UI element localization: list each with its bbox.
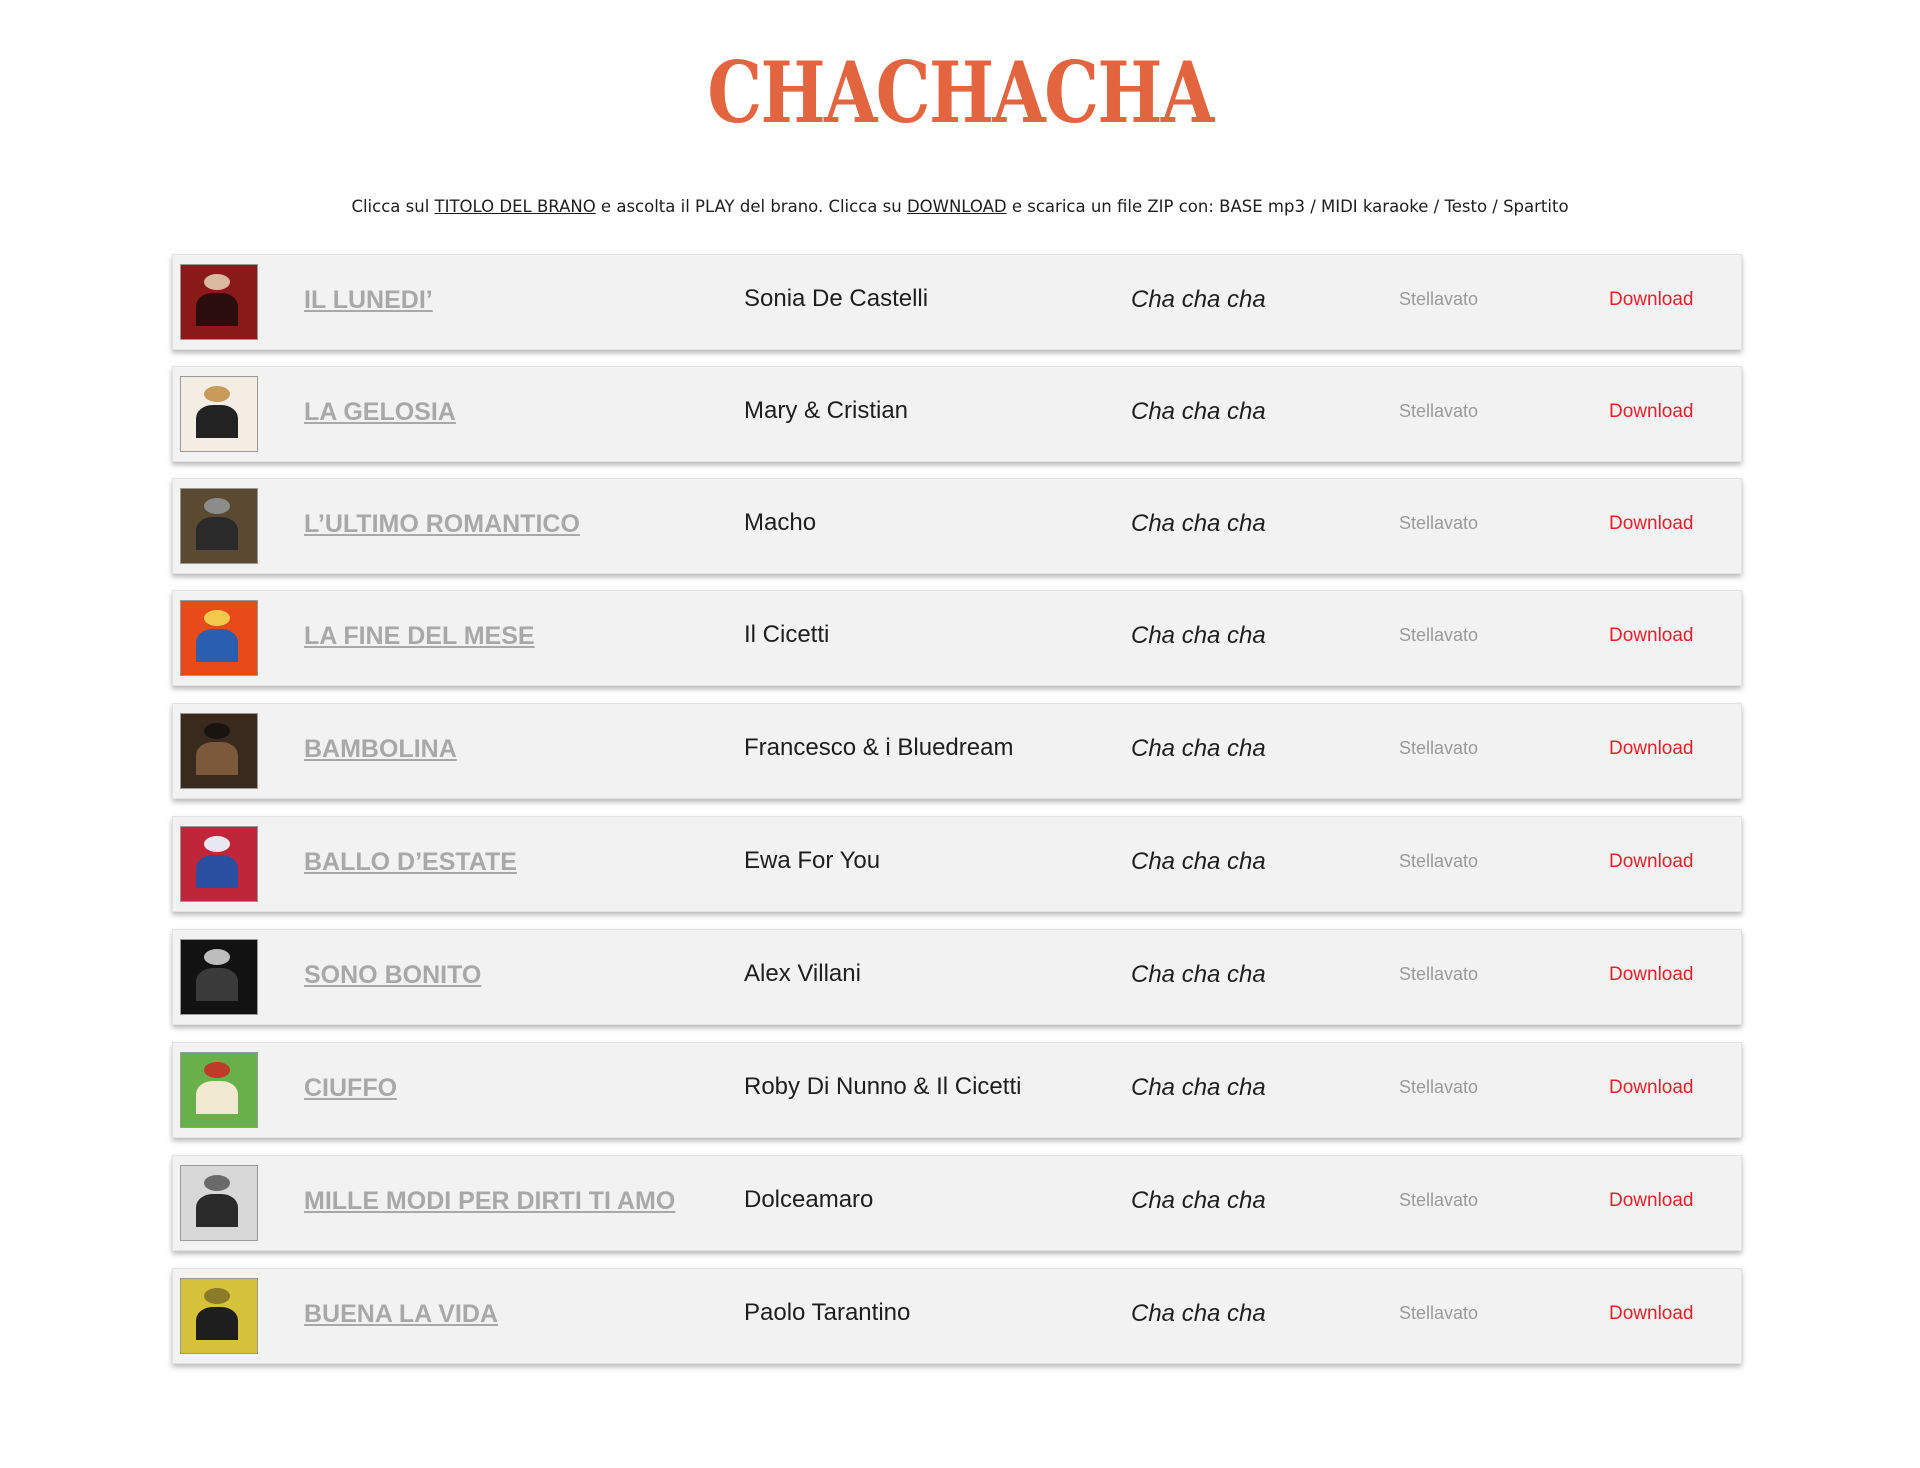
song-artist: Roby Di Nunno & Il Cicetti <box>744 1073 1022 1100</box>
album-cover-image <box>180 826 258 902</box>
song-row <box>172 1042 1742 1138</box>
song-row <box>172 816 1742 912</box>
album-cover-image <box>180 1165 258 1241</box>
album-cover-image <box>180 1052 258 1128</box>
album-cover-image <box>180 376 258 452</box>
song-row <box>172 703 1742 799</box>
download-link[interactable]: Download <box>1609 1077 1694 1098</box>
download-link[interactable]: Download <box>1609 401 1694 422</box>
song-author: Stellavato <box>1399 1303 1479 1323</box>
song-row <box>172 1155 1742 1251</box>
song-artist: Il Cicetti <box>744 621 830 648</box>
song-row <box>172 590 1742 686</box>
song-author: Stellavato <box>1399 1190 1479 1210</box>
instructions-title-link: TITOLO DEL BRANO <box>434 197 596 216</box>
song-artist: Sonia De Castelli <box>744 285 929 312</box>
download-link[interactable]: Download <box>1609 513 1694 534</box>
song-author: Stellavato <box>1399 851 1479 871</box>
song-row <box>172 366 1742 462</box>
download-link[interactable]: Download <box>1609 625 1694 646</box>
song-list <box>172 254 1742 1381</box>
song-title-link[interactable]: SONO BONITO <box>304 961 482 989</box>
download-link[interactable]: Download <box>1609 289 1694 310</box>
song-genre: Cha cha cha <box>1131 286 1266 313</box>
song-row <box>172 929 1742 1025</box>
download-link[interactable]: Download <box>1609 964 1694 985</box>
song-genre: Cha cha cha <box>1131 398 1266 425</box>
song-artist: Macho <box>744 509 817 536</box>
album-cover-image <box>180 1278 258 1354</box>
song-title-link[interactable]: MILLE MODI PER DIRTI TI AMO <box>304 1187 676 1215</box>
song-title-link[interactable]: BUENA LA VIDA <box>304 1300 498 1328</box>
album-cover-image <box>180 939 258 1015</box>
song-title-link[interactable]: BALLO D’ESTATE <box>304 848 517 876</box>
song-title-link[interactable]: LA GELOSIA <box>304 398 456 426</box>
song-title-link[interactable]: CIUFFO <box>304 1074 398 1102</box>
instructions-part2: e ascolta il PLAY del brano. Clicca su <box>595 197 907 216</box>
download-link[interactable]: Download <box>1609 738 1694 759</box>
instructions-part3: e scarica un file ZIP con: BASE mp3 / MIDI karaoke / Testo / Spartito <box>1006 197 1569 216</box>
song-genre: Cha cha cha <box>1131 735 1266 762</box>
song-artist: Paolo Tarantino <box>744 1299 911 1326</box>
song-genre: Cha cha cha <box>1131 1074 1266 1101</box>
song-artist: Mary & Cristian <box>744 397 909 424</box>
song-genre: Cha cha cha <box>1131 622 1266 649</box>
album-cover-image <box>180 264 258 340</box>
song-row <box>172 1268 1742 1364</box>
download-link[interactable]: Download <box>1609 1190 1694 1211</box>
song-genre: Cha cha cha <box>1131 510 1266 537</box>
song-genre: Cha cha cha <box>1131 1300 1266 1327</box>
song-author: Stellavato <box>1399 964 1479 984</box>
song-title-link[interactable]: IL LUNEDI’ <box>304 286 433 314</box>
song-author: Stellavato <box>1399 625 1479 645</box>
song-row <box>172 254 1742 350</box>
download-link[interactable]: Download <box>1609 851 1694 872</box>
song-genre: Cha cha cha <box>1131 961 1266 988</box>
song-author: Stellavato <box>1399 513 1479 533</box>
song-title-link[interactable]: LA FINE DEL MESE <box>304 622 535 650</box>
song-author: Stellavato <box>1399 401 1479 421</box>
song-artist: Ewa For You <box>744 847 881 874</box>
song-genre: Cha cha cha <box>1131 848 1266 875</box>
album-cover-image <box>180 713 258 789</box>
instructions-download-link: DOWNLOAD <box>906 197 1007 216</box>
song-author: Stellavato <box>1399 289 1479 309</box>
song-title-link[interactable]: L’ULTIMO ROMANTICO <box>304 510 580 538</box>
song-author: Stellavato <box>1399 1077 1479 1097</box>
instructions-part1: Clicca sul <box>351 197 435 216</box>
song-artist: Dolceamaro <box>744 1186 874 1213</box>
album-cover-image <box>180 600 258 676</box>
instructions-text <box>0 196 1920 218</box>
download-link[interactable]: Download <box>1609 1303 1694 1324</box>
album-cover-image <box>180 488 258 564</box>
site-logo[interactable]: CHACHACHA <box>707 43 1213 142</box>
song-artist: Francesco & i Bluedream <box>744 734 1014 761</box>
song-title-link[interactable]: BAMBOLINA <box>304 735 457 763</box>
song-row <box>172 478 1742 574</box>
song-author: Stellavato <box>1399 738 1479 758</box>
song-genre: Cha cha cha <box>1131 1187 1266 1214</box>
song-artist: Alex Villani <box>744 960 861 987</box>
